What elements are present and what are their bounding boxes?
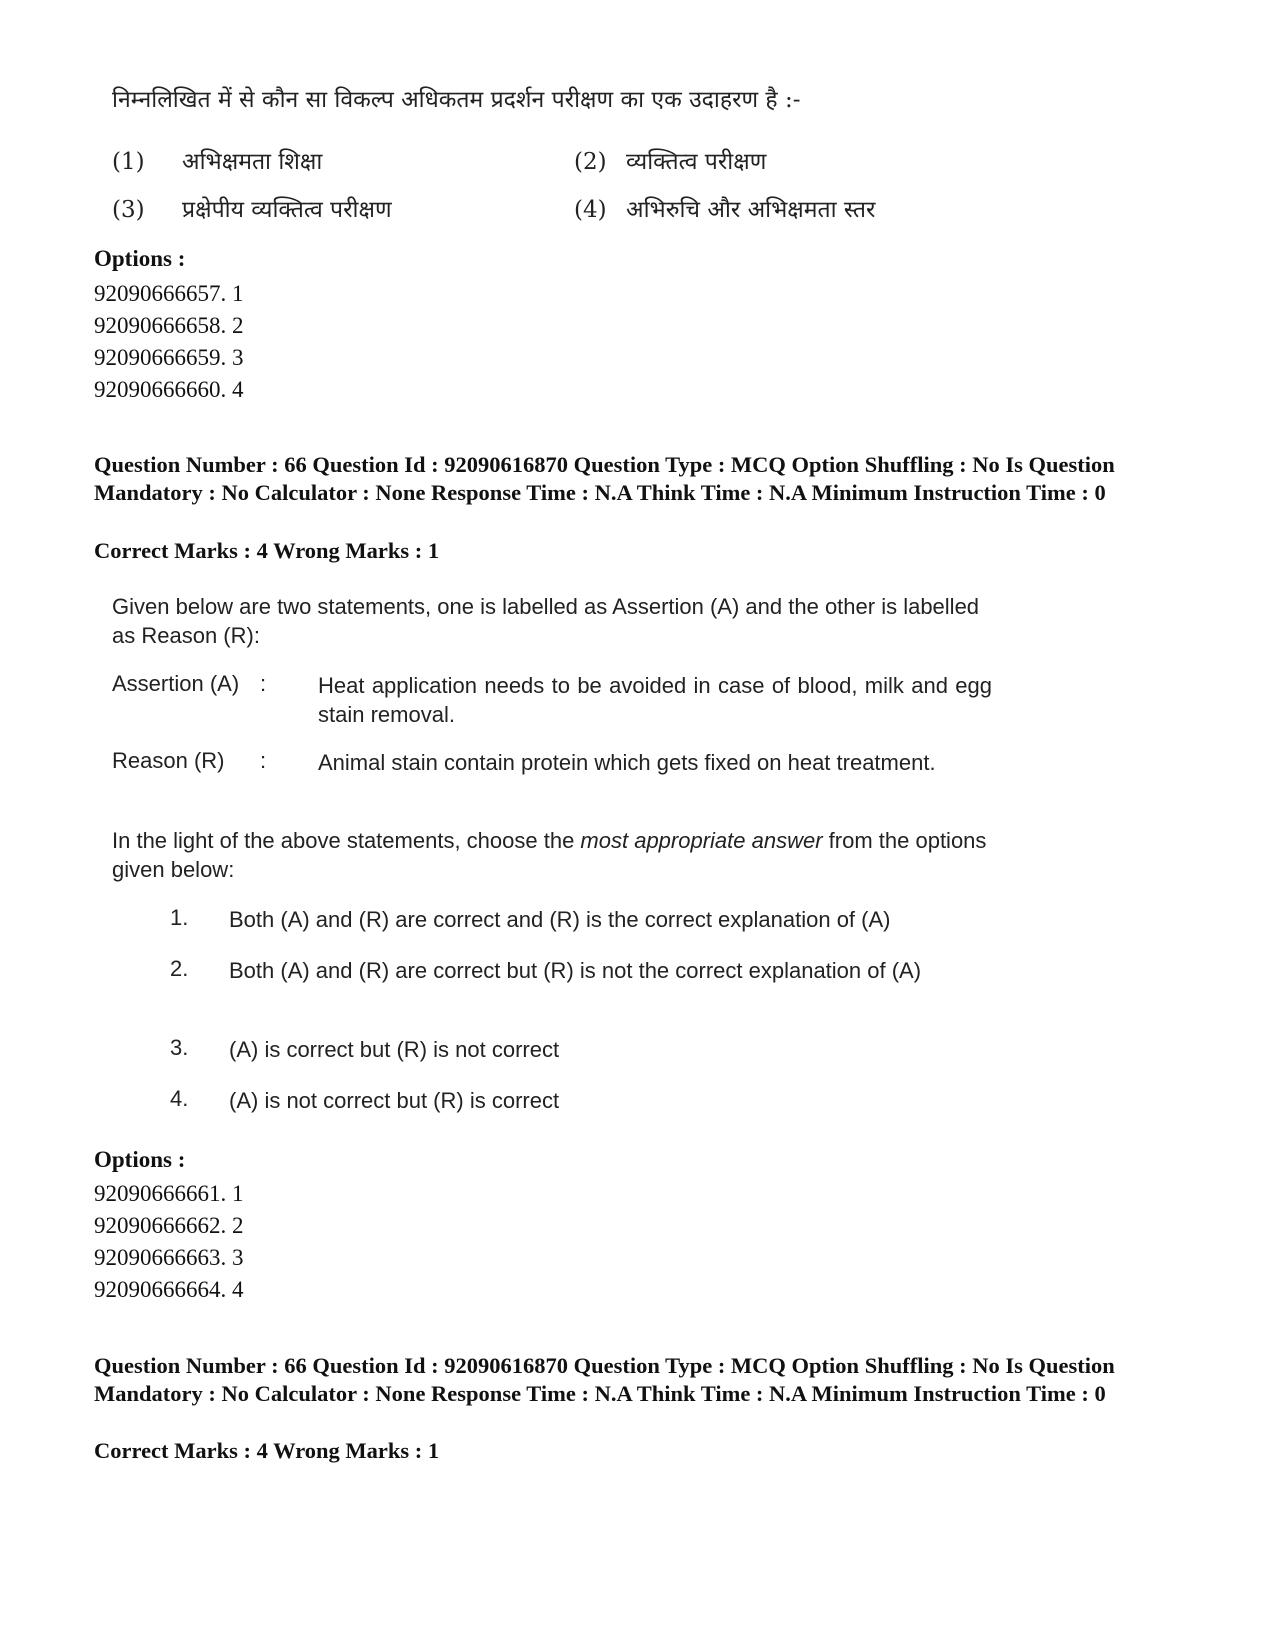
question-meta: Question Number : 66 Question Id : 92090616870 Question Type : MCQ Option Shuffling : No Is Question Mandatory : No Calculator : None Response Time : N.A Think Time : N.A Minimum Instruction Time : 0 bbox=[94, 1353, 1115, 1406]
option-line: 92090666659. 3 bbox=[94, 345, 244, 370]
option-line: 92090666662. 2 bbox=[94, 1213, 244, 1238]
instruction-part: In the light of the above statements, choose the bbox=[112, 828, 581, 853]
instruction-text bbox=[112, 826, 992, 884]
hindi-choice-2 bbox=[574, 144, 766, 176]
choice-number: 4. bbox=[170, 1086, 189, 1111]
instruction-part: from the options given below: bbox=[112, 828, 987, 882]
question-marks: Correct Marks : 4 Wrong Marks : 1 bbox=[94, 538, 440, 563]
choice-text: व्यक्तित्व परीक्षण bbox=[626, 149, 767, 175]
assertion-text: Heat application needs to be avoided in case of blood, milk and egg stain removal. bbox=[318, 673, 992, 727]
hindi-question-stem: निम्नलिखित में से कौन सा विकल्प अधिकतम प्रदर्शन परीक्षण का एक उदाहरण है :- bbox=[112, 87, 801, 113]
option-line: 92090666658. 2 bbox=[94, 313, 244, 338]
choice-number: (3) bbox=[112, 197, 145, 223]
choice-number: (2) bbox=[574, 149, 607, 175]
choice-number: (1) bbox=[112, 149, 145, 175]
choice-text: अभिक्षमता शिक्षा bbox=[182, 149, 323, 175]
question-marks: Correct Marks : 4 Wrong Marks : 1 bbox=[94, 1438, 440, 1463]
reason-label: Reason (R) bbox=[112, 748, 225, 773]
question-meta: Question Number : 66 Question Id : 92090616870 Question Type : MCQ Option Shuffling : No Is Question Mandatory : No Calculator : None Response Time : N.A Think Time : N.A Minimum Instruction Time : 0 bbox=[94, 452, 1115, 505]
options-list bbox=[94, 277, 244, 407]
question-intro: Given below are two statements, one is labelled as Assertion (A) and the other is labelled as Reason (R): bbox=[112, 594, 980, 648]
options-list bbox=[94, 1177, 244, 1307]
assertion-label: Assertion (A) bbox=[112, 671, 240, 696]
options-heading: Options : bbox=[94, 1147, 186, 1172]
instruction-emphasis: most appropriate answer bbox=[580, 828, 823, 853]
option-line: 92090666657. 1 bbox=[94, 281, 244, 306]
choice-text: प्रक्षेपीय व्यक्तित्व परीक्षण bbox=[182, 197, 392, 223]
choice-text: अभिरुचि और अभिक्षमता स्तर bbox=[626, 197, 876, 223]
hindi-choice-3 bbox=[112, 192, 392, 224]
reason-text: Animal stain contain protein which gets fixed on heat treatment. bbox=[318, 750, 936, 775]
choice-text: (A) is not correct but (R) is correct bbox=[229, 1088, 560, 1113]
hindi-choice-4 bbox=[574, 192, 875, 224]
choice-text: Both (A) and (R) are correct but (R) is not the correct explanation of (A) bbox=[229, 958, 922, 983]
choice-number: (4) bbox=[574, 197, 607, 223]
reason-colon: : bbox=[260, 748, 267, 773]
option-line: 92090666664. 4 bbox=[94, 1277, 244, 1302]
choice-text: Both (A) and (R) are correct and (R) is the correct explanation of (A) bbox=[229, 907, 891, 932]
option-line: 92090666660. 4 bbox=[94, 377, 244, 402]
choice-text: (A) is correct but (R) is not correct bbox=[229, 1037, 560, 1062]
option-line: 92090666663. 3 bbox=[94, 1245, 244, 1270]
assertion-colon: : bbox=[260, 671, 267, 696]
options-heading: Options : bbox=[94, 246, 186, 271]
choice-number: 3. bbox=[170, 1035, 189, 1060]
choice-number: 2. bbox=[170, 956, 189, 981]
option-line: 92090666661. 1 bbox=[94, 1181, 244, 1206]
choice-number: 1. bbox=[170, 905, 189, 930]
hindi-choice-1 bbox=[112, 144, 322, 176]
